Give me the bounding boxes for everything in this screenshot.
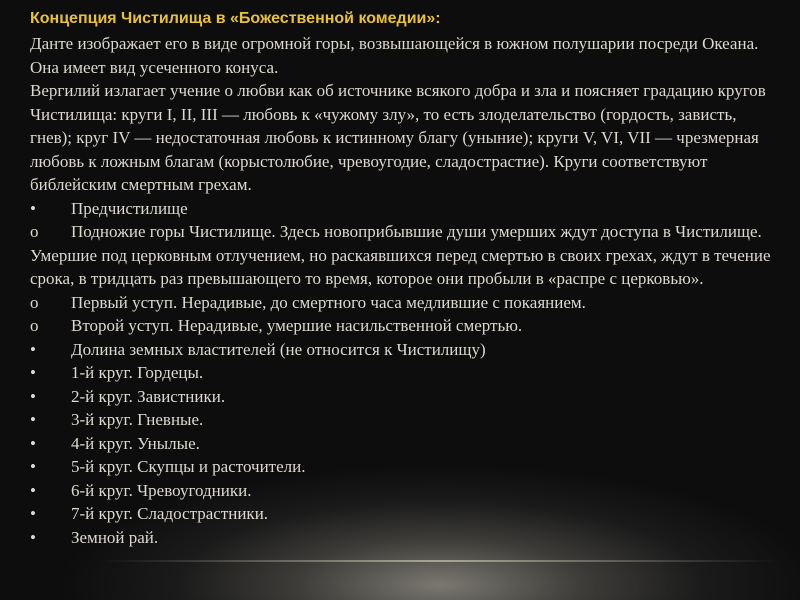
bullet-marker: •	[30, 386, 36, 406]
list-item-text: Подножие горы Чистилище. Здесь новоприбывшие души умерших ждут доступа в Чистилище. Умершие под церковным отлучением, но раскаявшихся перед смертью в своих грехах, ждут в течение срока, в тридцать раз превышающего то время, которое они пробыли в «распре с церковью».	[30, 222, 771, 288]
bullet-marker: •	[30, 339, 36, 359]
list-item-text: Первый уступ. Нерадивые, до смертного часа медлившие с покаянием.	[71, 292, 586, 312]
bullet-marker: •	[30, 410, 36, 429]
list-item	[30, 526, 775, 550]
sub-bullet-marker: o	[30, 316, 39, 335]
slide-content	[30, 8, 775, 549]
list-item	[30, 361, 775, 385]
list-item-text: 7-й круг. Сладострастники.	[71, 504, 269, 523]
list-item	[30, 220, 775, 291]
list-item	[30, 291, 775, 315]
bullet-marker: •	[30, 480, 36, 500]
list-item-text: Земной рай.	[71, 527, 159, 547]
list-item	[30, 455, 775, 479]
list-item-text: 1-й круг. Гордецы.	[71, 363, 204, 382]
list-item-text: 4-й круг. Унылые.	[71, 433, 200, 453]
list-item-text: Второй уступ. Нерадивые, умершие насильственной смертью.	[71, 316, 523, 335]
bullet-marker: •	[30, 527, 36, 547]
bullet-marker: •	[30, 433, 36, 453]
list-item	[30, 432, 775, 456]
bullet-marker: •	[30, 504, 36, 523]
background-glow	[100, 560, 780, 562]
list-item	[30, 479, 775, 503]
list-item	[30, 385, 775, 409]
list-item	[30, 502, 775, 526]
list-item	[30, 338, 775, 362]
sub-bullet-marker: o	[30, 222, 39, 241]
paragraph-virgil: Вергилий излагает учение о любви как об источнике всякого добра и зла и поясняет градацию кругов Чистилища: круги I, II, III — любовь к «чужому злу», то есть злоделательство (гордость, зависть, гнев); круг IV — недостаточная любовь к истинному благу (уныние); круги V, VI, VII — чрезмерная любовь к ложным благам (корыстолюбие, чревоугодие, сладострастие). Круги соответствуют библейским смертным грехам.	[30, 81, 766, 194]
list-item-text: 6-й круг. Чревоугодники.	[71, 480, 252, 500]
paragraph-mountain: Данте изображает его в виде огромной горы, возвышающейся в южном полушарии посреди Океана. Она имеет вид усеченного конуса.	[30, 34, 759, 77]
intro-paragraphs	[30, 32, 775, 197]
list-item-text: 3-й круг. Гневные.	[71, 410, 204, 429]
list-item	[30, 314, 775, 338]
bullet-marker: •	[30, 198, 36, 218]
list-item-text: 2-й круг. Завистники.	[71, 386, 226, 406]
purgatory-structure-list	[30, 197, 775, 550]
bullet-marker: •	[30, 363, 36, 382]
list-item-text: 5-й круг. Скупцы и расточители.	[71, 457, 306, 476]
list-item	[30, 408, 775, 432]
list-item-text: Предчистилище	[71, 198, 188, 218]
sub-bullet-marker: o	[30, 292, 39, 312]
list-item-text: Долина земных властителей (не относится к Чистилищу)	[71, 339, 486, 359]
bullet-marker: •	[30, 457, 36, 476]
list-item	[30, 197, 775, 221]
slide-title: Концепция Чистилища в «Божественной комедии»:	[30, 10, 441, 27]
